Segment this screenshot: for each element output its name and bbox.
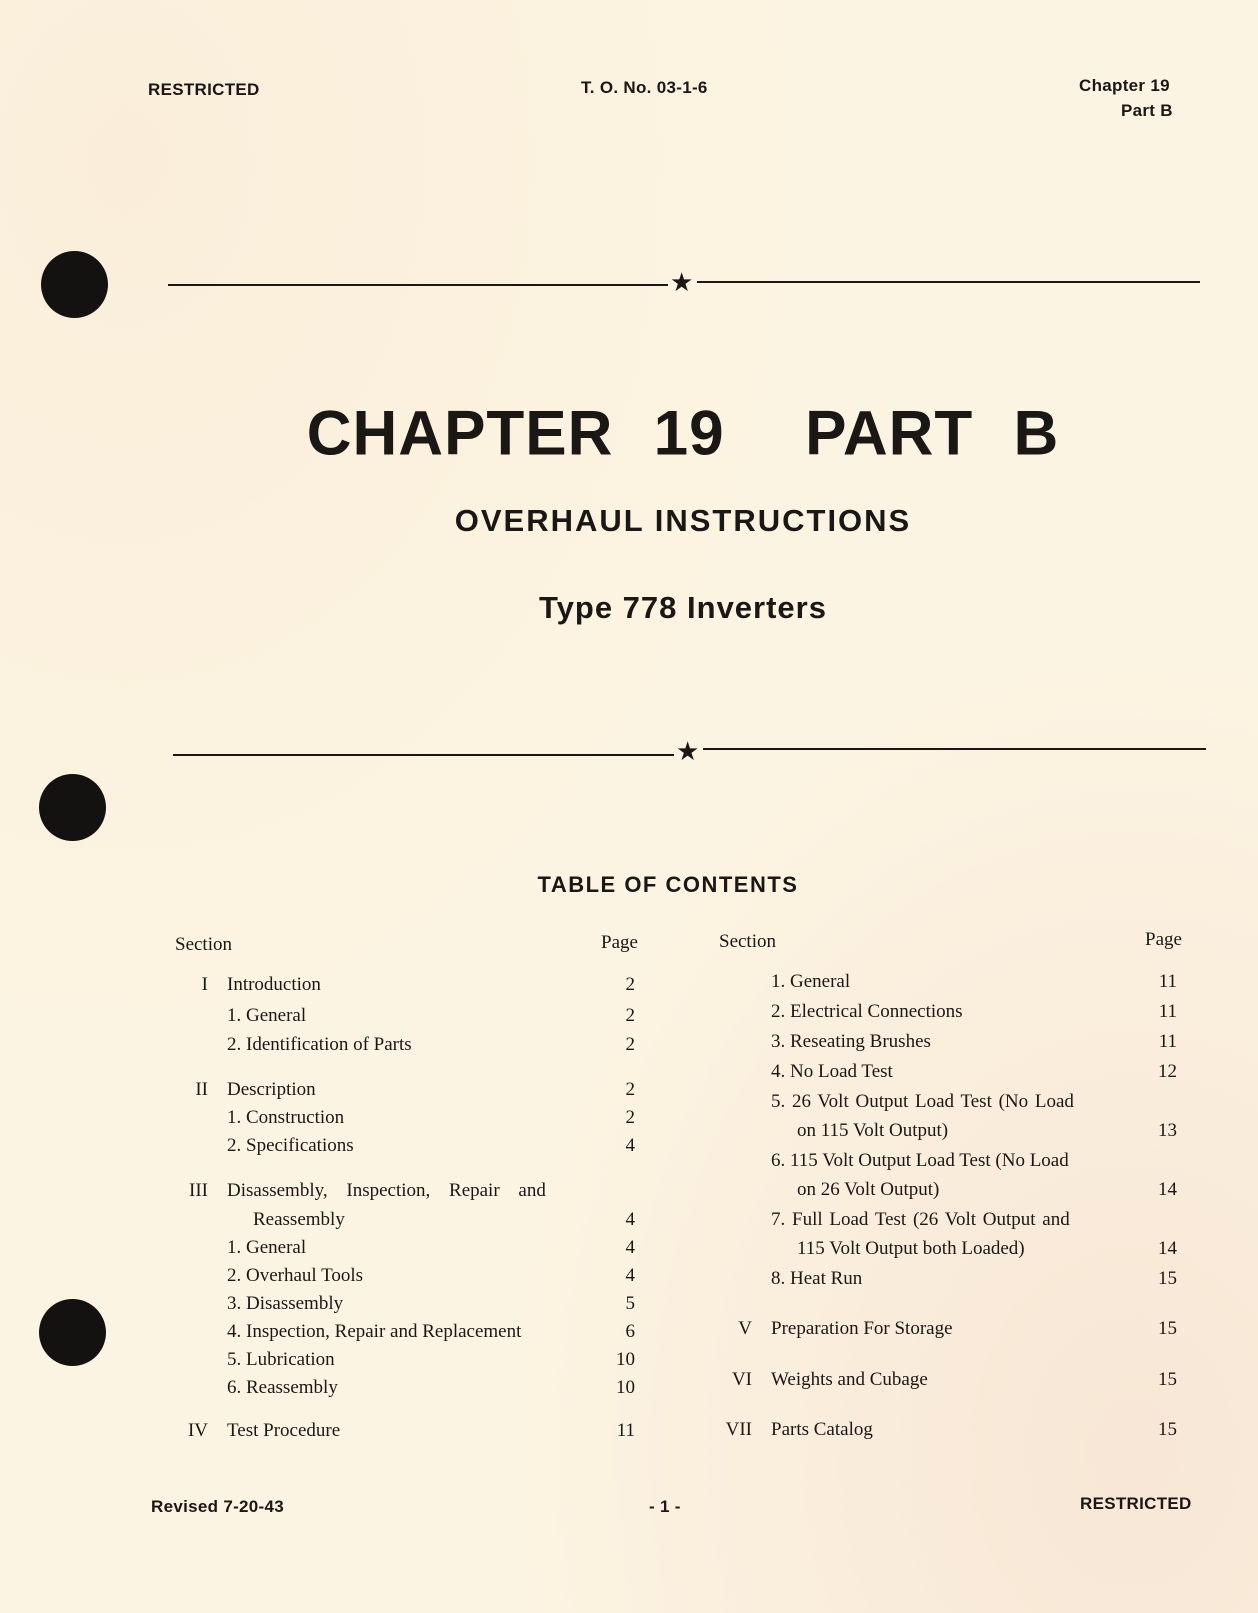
toc-entry-text: 4. Inspection, Repair and Replacement	[227, 1321, 522, 1342]
toc-entry-page: 4	[625, 1237, 635, 1258]
toc-roman: VII	[725, 1419, 752, 1440]
toc-entry-text: Introduction	[227, 974, 321, 995]
toc-entry-text: on 26 Volt Output)	[797, 1179, 940, 1200]
toc-entry-text: 3. Disassembly	[227, 1293, 344, 1314]
toc-entry-page: 11	[1158, 971, 1177, 992]
toc-entry-text: 2. Electrical Connections	[771, 1001, 963, 1022]
subtitle: OVERHAUL INSTRUCTIONS	[454, 503, 912, 538]
toc-entry-page: 15	[1158, 1369, 1177, 1390]
header-classification: RESTRICTED	[148, 80, 260, 99]
toc-entry-text: 2. Identification of Parts	[227, 1034, 412, 1055]
toc-entry-page: 2	[625, 1107, 635, 1128]
toc-entry-page: 15	[1158, 1318, 1177, 1339]
toc-roman: II	[195, 1079, 208, 1100]
toc-entry-text: 1. Construction	[227, 1107, 345, 1128]
top-divider-right	[697, 281, 1200, 283]
star-icon: ★	[676, 737, 700, 767]
toc-entry-text: on 115 Volt Output)	[797, 1120, 949, 1141]
toc-entry-text: 7. Full Load Test (26 Volt Output and	[771, 1209, 1070, 1230]
toc-entry-page: 5	[625, 1293, 635, 1314]
header-part: Part B	[1121, 101, 1173, 120]
toc-entry-text: 115 Volt Output both Loaded)	[797, 1238, 1025, 1259]
toc-entry-text: Preparation For Storage	[771, 1318, 953, 1339]
toc-entry-text: 3. Reseating Brushes	[771, 1031, 931, 1052]
footer-revision: Revised 7-20-43	[151, 1497, 285, 1516]
toc-entry-page: 2	[625, 1079, 635, 1100]
toc-entry-text: 4. No Load Test	[771, 1061, 893, 1082]
binder-hole-bottom	[39, 1299, 106, 1366]
toc-entry-text: 1. General	[771, 971, 851, 992]
toc-entry-text: 1. General	[227, 1237, 307, 1258]
toc-entry-text: 5. 26 Volt Output Load Test (No Load	[771, 1091, 1074, 1112]
header-to-number: T. O. No. 03-1-6	[581, 78, 708, 97]
star-icon: ★	[670, 268, 694, 298]
toc-entry-text: Disassembly, Inspection, Repair and	[227, 1180, 546, 1201]
header-chapter: Chapter 19	[1079, 76, 1170, 95]
toc-entry-page: 2	[625, 974, 635, 995]
toc-entry-page: 15	[1158, 1268, 1177, 1289]
toc-entry-text: Test Procedure	[227, 1420, 341, 1441]
toc-entry-text: 6. Reassembly	[227, 1377, 338, 1398]
toc-entry-page: 11	[616, 1420, 635, 1441]
page-number: - 1 -	[649, 1497, 681, 1516]
toc-entry-page: 14	[1158, 1179, 1177, 1200]
toc-left-page-header: Page	[601, 932, 638, 953]
toc-left-section-header: Section	[175, 934, 232, 955]
toc-entry-page: 14	[1158, 1238, 1177, 1259]
toc-title: TABLE OF CONTENTS	[537, 872, 799, 897]
toc-entry-page: 13	[1158, 1120, 1177, 1141]
lower-divider-right	[703, 748, 1206, 750]
toc-entry-page: 10	[616, 1377, 635, 1398]
toc-entry-page: 10	[616, 1349, 635, 1370]
toc-roman: IV	[187, 1420, 208, 1441]
equipment-type-title: Type 778 Inverters	[539, 590, 827, 625]
footer-classification: RESTRICTED	[1080, 1494, 1192, 1513]
toc-entry-page: 6	[625, 1321, 635, 1342]
toc-entry-page: 4	[625, 1135, 635, 1156]
toc-entry-text: 2. Overhaul Tools	[227, 1265, 364, 1286]
toc-entry-text: Description	[227, 1079, 316, 1100]
toc-roman: III	[189, 1180, 208, 1201]
toc-entry-page: 11	[1158, 1001, 1177, 1022]
toc-roman: I	[201, 974, 208, 995]
toc-entry-text: Parts Catalog	[771, 1419, 873, 1440]
toc-right-section-header: Section	[719, 931, 776, 952]
toc-entry-page: 12	[1158, 1061, 1177, 1082]
toc-entry-text: 8. Heat Run	[771, 1268, 863, 1289]
toc-entry-page: 2	[625, 1005, 635, 1026]
chapter-title: CHAPTER 19 PART B	[306, 398, 1060, 469]
binder-hole-middle	[39, 774, 106, 841]
binder-hole-top	[41, 251, 108, 318]
toc-entry-page: 4	[625, 1265, 635, 1286]
toc-entry-page: 15	[1158, 1419, 1177, 1440]
toc-entry-text: 2. Specifications	[227, 1135, 354, 1156]
toc-entry-page: 4	[625, 1209, 635, 1230]
toc-roman: VI	[731, 1369, 752, 1390]
toc-roman: V	[738, 1318, 752, 1339]
lower-divider-left	[173, 754, 674, 756]
toc-entry-text: 5. Lubrication	[227, 1349, 335, 1370]
toc-entry-page: 2	[625, 1034, 635, 1055]
toc-entry-text: 1. General	[227, 1005, 307, 1026]
toc-entry-text: Weights and Cubage	[771, 1369, 928, 1390]
toc-entry-page: 11	[1158, 1031, 1177, 1052]
toc-right-page-header: Page	[1145, 929, 1182, 950]
top-divider-left	[168, 284, 668, 286]
toc-entry-text: Reassembly	[253, 1209, 345, 1230]
toc-entry-text: 6. 115 Volt Output Load Test (No Load	[771, 1150, 1069, 1171]
